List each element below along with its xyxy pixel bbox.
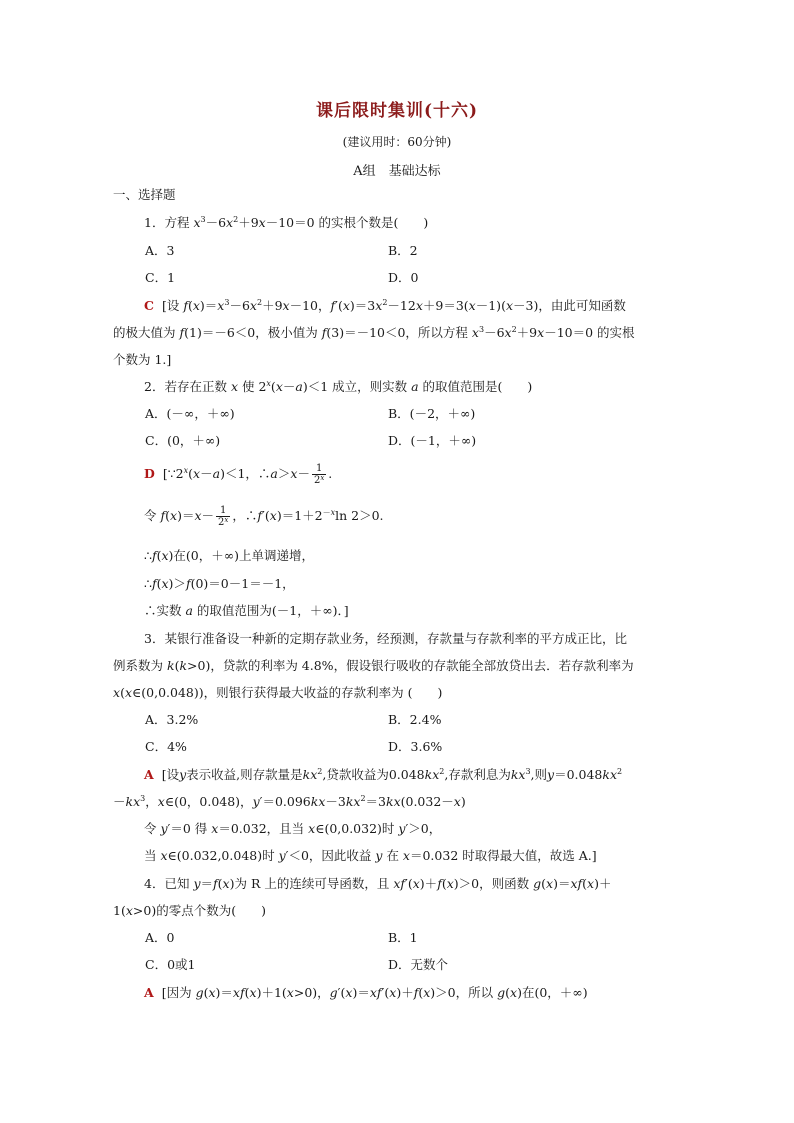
- q2-option-c: C．(0，＋∞): [145, 433, 221, 448]
- q4-option-b: B．1: [388, 930, 418, 945]
- q4-option-c: C．0或1: [145, 957, 196, 972]
- fraction: $\frac{1}{2^x}$: [218, 505, 229, 528]
- q1-explain-line-3: 个数为 1.]: [113, 352, 172, 367]
- q1-answer: C: [144, 298, 154, 313]
- q1-option-d: D．0: [388, 270, 419, 285]
- q1-option-a: A．3: [145, 243, 175, 258]
- q3-option-d: D．3.6%: [388, 739, 443, 754]
- q2-answer: D: [144, 466, 155, 481]
- q2-option-b: B．(－2，＋∞): [388, 406, 476, 421]
- q3-stem-line-2: 例系数为 k(k>0)，贷款的利率为 4.8%，假设银行吸收的存款能全部放贷出去．若存款利率为: [113, 658, 634, 673]
- suggested-time: (建议用时：60分钟): [342, 135, 452, 149]
- q3-option-b: B．2.4%: [388, 712, 442, 727]
- q1-explain-line-1: C [设 $f(x)=x^3-6x^2+9x-10$，$f'(x)=3x^2-12x+9=3(x-1)(x-3)$，由此可知函数: [144, 298, 626, 313]
- q3-explain-line-4: 当 x∈(0.032,0.048)时 y′＜0，因此收益 y 在 x＝0.032 时取得最大值，故选 A.]: [144, 848, 597, 863]
- q3-answer: A: [144, 767, 154, 782]
- q2-explain-line-5: ∴实数 a 的取值范围为(－1，＋∞)．]: [144, 603, 349, 618]
- q3-stem-line-1: 3．某银行准备设一种新的定期存款业务，经预测，存款量与存款利率的平方成正比，比: [144, 631, 627, 646]
- q2-explain-line-4: ∴f(x)＞f(0)＝0－1＝－1，: [144, 576, 295, 591]
- q4-explain-line-1: A [因为 g(x)＝xf(x)＋1(x>0)，g′(x)＝xf′(x)＋f(x)＞0，所以 g(x)在(0，＋∞): [144, 985, 588, 1000]
- q1-stem: 1．方程 $x^3-6x^2+9x-10=0$ 的实根个数是( ): [144, 215, 429, 230]
- q2-explain-line-2: 令 f(x)＝x－ $\frac{1}{2^x}$ ，$\therefore f'(x)=1+2^{-x}\ln$ 2＞0.: [144, 505, 384, 528]
- q3-stem-line-3: x(x∈(0,0.048))，则银行获得最大收益的存款利率为 ( ): [113, 685, 443, 700]
- q3-explain-line-1: A [设y表示收益,则存款量是$kx^2$,贷款收益为$0.048kx^2$,存款利息为$kx^3$,则$y=0.048kx^2$: [144, 767, 623, 782]
- fraction: $\frac{1}{2^x}$: [313, 463, 325, 486]
- q3-explain-line-2: $-kx^3$，x∈(0，0.048)，$y'=0.096kx-3kx^2=3kx(0.032-x)$: [113, 794, 466, 809]
- q4-answer: A: [144, 985, 154, 1000]
- q1-option-b: B．2: [388, 243, 418, 258]
- q2-option-a: A．(－∞，＋∞): [145, 406, 235, 421]
- q3-option-a: A．3.2%: [145, 712, 199, 727]
- q3-option-c: C．4%: [145, 739, 187, 754]
- q2-explain-line-1: D [$\because 2^x(x-a)<1$，∴a＞x－ $\frac{1}{2^x}$ .: [144, 463, 333, 486]
- q4-option-d: D．无数个: [388, 957, 449, 972]
- section-heading: 一、选择题: [113, 187, 176, 202]
- q4-stem-line-1: 4．已知 y＝f(x)为 R 上的连续可导函数，且 xf′(x)＋f(x)＞0，则函数 g(x)＝xf(x)＋: [144, 876, 612, 891]
- q4-option-a: A．0: [145, 930, 175, 945]
- group-heading: A组 基础达标: [353, 164, 441, 179]
- q1-explain-line-2: 的极大值为 f(1)＝－6＜0，极小值为 f(3)＝－10＜0，所以方程 $x^3-6x^2+9x-10=0$ 的实根: [113, 325, 635, 340]
- q1-option-c: C．1: [145, 270, 176, 285]
- q2-option-d: D．(－1，＋∞): [388, 433, 477, 448]
- q2-stem: 2．若存在正数 x 使 $2^x(x-a)<1$ 成立，则实数 a 的取值范围是( ): [144, 379, 533, 394]
- q2-explain-line-3: ∴f(x)在(0，＋∞)上单调递增，: [144, 548, 315, 563]
- page-title: 课后限时集训(十六): [315, 101, 479, 121]
- q4-stem-line-2: 1(x>0)的零点个数为( ): [113, 903, 266, 918]
- q3-explain-line-3: 令 y′＝0 得 x＝0.032，且当 x∈(0,0.032)时 y′＞0，: [144, 821, 442, 836]
